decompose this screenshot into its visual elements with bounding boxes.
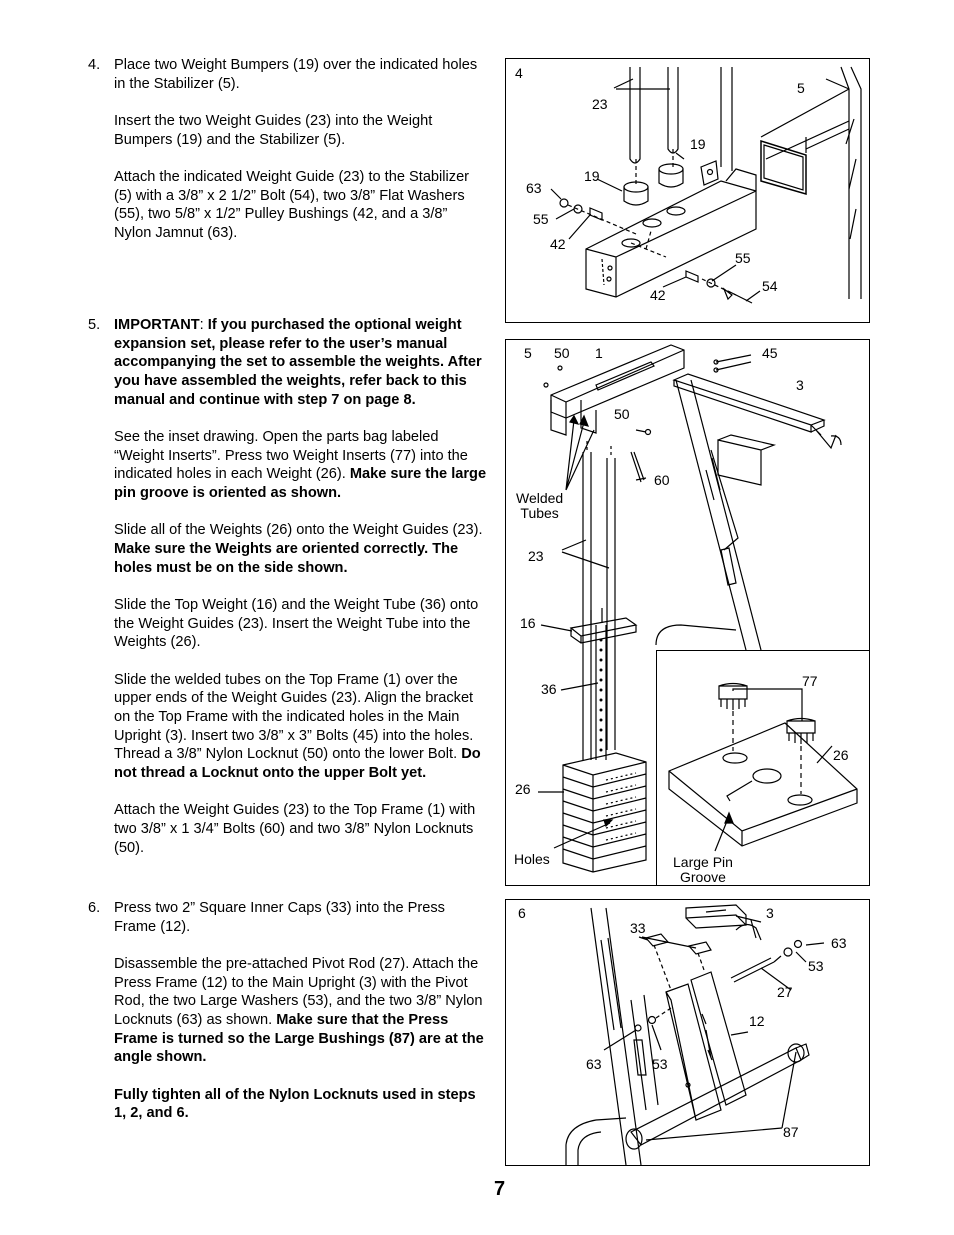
instruction-paragraph <box>114 955 488 1067</box>
weight-tube-holes <box>600 639 603 752</box>
callout-23: 23 <box>592 96 608 112</box>
instruction-paragraph <box>114 316 488 410</box>
callout-19: 19 <box>690 136 706 152</box>
step-body <box>114 56 488 243</box>
figure-step-label: 5 <box>524 345 532 361</box>
bold-text: Fully tighten all of the Nylon Locknuts used in steps 1, 2, and 6. <box>114 1086 476 1122</box>
callout-5: 5 <box>797 80 805 96</box>
instruction-paragraph <box>114 671 488 783</box>
callout-36: 36 <box>541 681 557 697</box>
step-body <box>114 899 488 1123</box>
callout-26: 26 <box>833 747 849 763</box>
text-run: Slide all of the Weights (26) onto the Weight Guides (23). <box>114 522 483 539</box>
instruction-paragraph <box>114 521 488 577</box>
text-run: : <box>199 317 208 333</box>
callout-1: 1 <box>595 345 603 361</box>
callout-55: 55 <box>533 211 549 227</box>
figure-step-4 <box>505 58 870 323</box>
text-run: Place two Weight Bumpers (19) over the indicated holes in the Stabilizer (5). <box>114 57 478 92</box>
welded-tubes-label: Welded Tubes <box>516 490 564 521</box>
callout-77: 77 <box>802 673 818 689</box>
callout-19: 19 <box>584 168 600 184</box>
text-run: Press two 2” Square Inner Caps (33) into the Press Frame (12). <box>114 900 445 935</box>
step-number: 5. <box>88 317 101 333</box>
holes-label: Holes <box>514 851 550 867</box>
step-body <box>114 316 488 857</box>
callout-53: 53 <box>808 958 824 974</box>
figure-step-label: 4 <box>515 65 523 81</box>
instruction-paragraph <box>114 428 488 503</box>
bold-text: Make sure the large pin groove is oriented as shown. <box>114 466 487 502</box>
step-number: 6. <box>88 900 101 916</box>
bold-text: Make sure that the Press Frame is turned so the Large Bushings (87) are at the angle shown. <box>114 1012 484 1066</box>
text-run: Insert the two Weight Guides (23) into the Weight Bumpers (19) and the Stabilizer (5). <box>114 112 433 148</box>
stabilizer-assembly-drawing <box>506 59 869 322</box>
callout-42: 42 <box>650 287 666 303</box>
weight-insert-inset <box>656 650 870 886</box>
callout-60: 60 <box>654 472 670 488</box>
page-number: 7 <box>494 1178 506 1200</box>
instruction-paragraph <box>114 56 488 93</box>
callout-53: 53 <box>652 1056 668 1072</box>
text-run: Attach the Weight Guides (23) to the Top Frame (1) with two 3/8” x 1 3/4” Bolts (60) and two 3/8” Nylon Locknuts (50). <box>114 802 476 856</box>
bold-text: Do not thread a Locknut onto the upper Bolt yet. <box>114 746 481 782</box>
callout-42: 42 <box>550 236 566 252</box>
bold-text: IMPORTANT <box>114 317 200 333</box>
instruction-paragraph <box>114 899 488 936</box>
text-run: Slide the welded tubes on the Top Frame (1) over the upper ends of the Weight Guides (23). Align the bracket on the Top Frame with the indicated holes in the Main Upright (3). Insert two 3/8” x 3” Bolts (45) into the holes. Thread a 3/8” Nylon Locknut (50) onto the lower Bolt. <box>114 671 474 763</box>
step-5 <box>88 316 488 876</box>
callout-23: 23 <box>528 548 544 564</box>
callout-16: 16 <box>520 615 536 631</box>
callout-63: 63 <box>526 180 542 196</box>
step-6 <box>88 899 488 1142</box>
callout-63: 63 <box>831 935 847 951</box>
figure-step-label: 6 <box>518 905 526 921</box>
instruction-paragraph <box>114 801 488 857</box>
instruction-paragraph <box>114 1086 488 1123</box>
callout-50: 50 <box>614 406 630 422</box>
callout-3: 3 <box>796 377 804 393</box>
text-run: Attach the indicated Weight Guide (23) to the Stabilizer (5) with a 3/8” x 2 1/2” Bolt (54), two 3/8” Flat Washers (55), two 5/8” x 1/2” Pulley Bushings (42, and a 3/8” Nylon Jamnut (63). <box>114 168 470 241</box>
text-run: Slide the Top Weight (16) and the Weight Tube (36) onto the Weight Guides (23). Insert the Weight Tube into the Weights (26). <box>114 596 479 651</box>
callout-45: 45 <box>762 345 778 361</box>
callout-26: 26 <box>515 781 531 797</box>
callout-63: 63 <box>586 1056 602 1072</box>
figure-step-5 <box>505 339 870 886</box>
step-number: 4. <box>88 57 101 73</box>
instruction-paragraph <box>114 112 488 149</box>
step-4 <box>88 56 488 261</box>
large-pin-groove-label: Large Pin Groove <box>673 854 733 885</box>
bold-text: Make sure the Weights are oriented correctly. The holes must be on the side shown. <box>114 541 459 576</box>
callout-54: 54 <box>762 278 778 294</box>
instruction-paragraph <box>114 596 488 652</box>
text-run: Disassemble the pre-attached Pivot Rod (27). Attach the Press Frame (12) to the Main Upright (3) with the Pivot Rod, the two Large Washers (53), and the two 3/8” Nylon Locknuts (63) as shown. <box>114 955 483 1029</box>
callout-3: 3 <box>766 905 774 921</box>
bold-text: If you purchased the optional weight expansion set, please refer to the user’s manual accompanying the set to assemble the weights. After you have assembled the weights, refer back to this manual and continue with step 7 on page 8. <box>114 317 482 408</box>
callout-12: 12 <box>749 1013 765 1029</box>
instruction-paragraph <box>114 168 488 243</box>
callout-87: 87 <box>783 1124 799 1140</box>
callout-50: 50 <box>554 345 570 361</box>
callout-33: 33 <box>630 920 646 936</box>
text-run: See the inset drawing. Open the parts bag labeled “Weight Inserts”. Press two Weight Inserts (77) into the indicated holes in each Weight (26). <box>114 429 468 483</box>
callout-27: 27 <box>777 984 793 1000</box>
callout-55: 55 <box>735 250 751 266</box>
press-frame-assembly-drawing <box>506 900 869 1165</box>
figure-step-6 <box>505 899 870 1166</box>
